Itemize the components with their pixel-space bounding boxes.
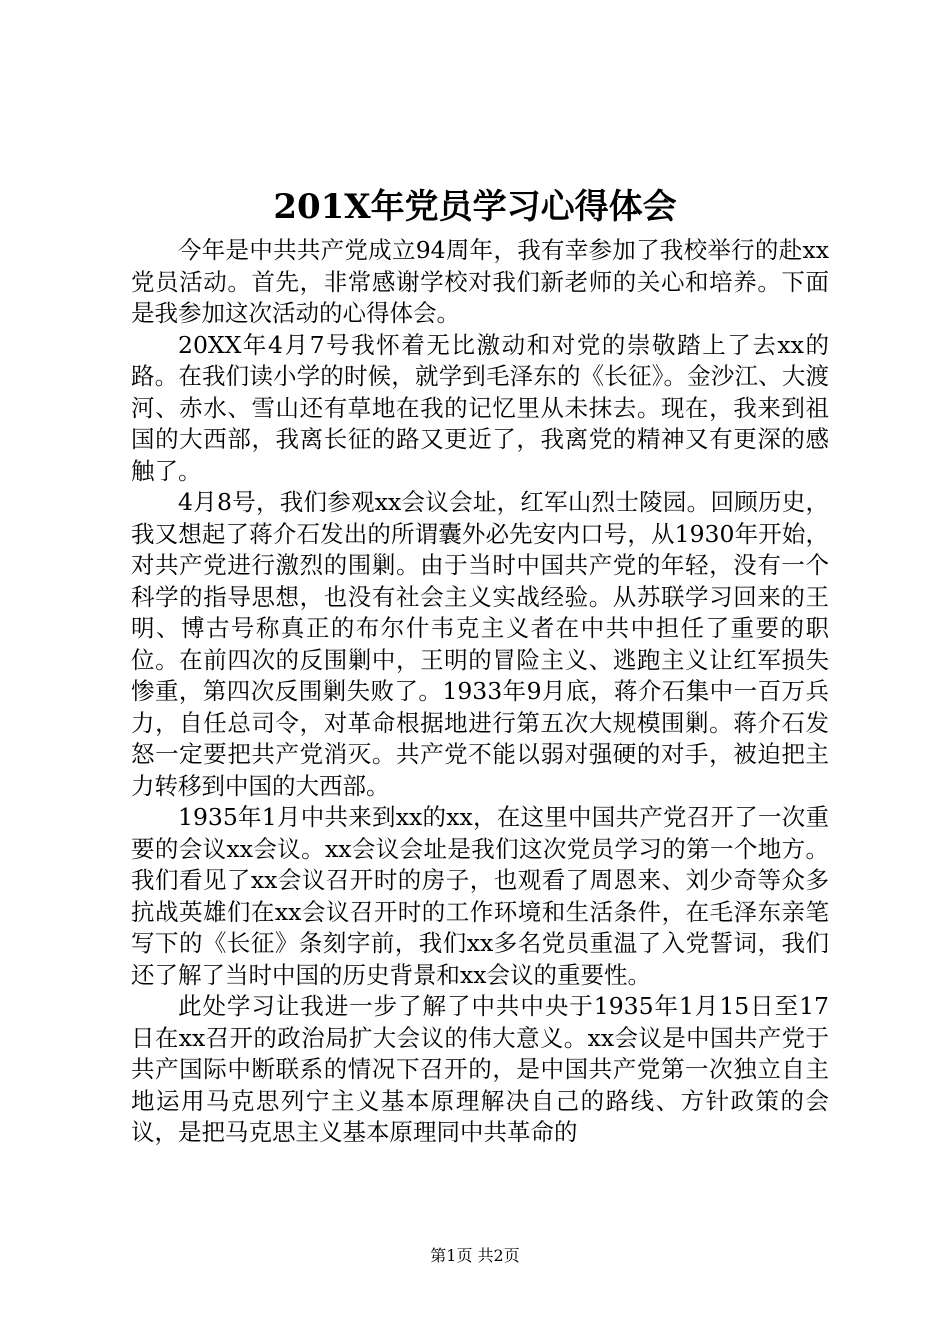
paragraph: 此处学习让我进一步了解了中共中央于1935年1月15日至17日在xx召开的政治局扩大会议的伟大意义。xx会议是中国共产党于共产国际中断联系的情况下召开的，是中国共产党第一次独立自主地运用马克思列宁主义基本原理解决自己的路线、方针政策的会议，是把马克思主义基本原理同中共革命的 xyxy=(131,992,829,1146)
document-title: 201X年党员学习心得体会 xyxy=(273,187,677,227)
paragraph: 20XX年4月7号我怀着无比激动和对党的崇敬踏上了去xx的路。在我们读小学的时候，就学到毛泽东的《长征》。金沙江、大渡河、赤水、雪山还有草地在我的记忆里从未抹去。现在，我来到祖国的大西部，我离长征的路又更近了，我离党的精神又有更深的感触了。 xyxy=(131,330,829,485)
paragraph: 1935年1月中共来到xx的xx，在这里中国共产党召开了一次重要的会议xx会议。xx会议会址是我们这次党员学习的第一个地方。我们看见了xx会议召开时的房子，也观看了周恩来、刘少奇等众多抗战英雄们在xx会议召开时的工作环境和生活条件，在毛泽东亲笔写下的《长征》条刻字前，我们xx多名党员重温了入党誓词，我们还了解了当时中国的历史背景和xx会议的重要性。 xyxy=(131,803,829,989)
page-number-footer: 第1页 共2页 xyxy=(430,1246,520,1265)
document-body xyxy=(131,235,829,1149)
paragraph: 今年是中共共产党成立94周年，我有幸参加了我校举行的赴xx党员活动。首先，非常感谢学校对我们新老师的关心和培养。下面是我参加这次活动的心得体会。 xyxy=(131,236,829,327)
paragraph: 4月8号，我们参观xx会议会址，红军山烈士陵园。回顾历史，我又想起了蒋介石发出的所谓囊外必先安内口号，从1930年开始，对共产党进行激烈的围剿。由于当时中国共产党的年轻，没有一个科学的指导思想，也没有社会主义实战经验。从苏联学习回来的王明、博古号称真正的布尔什韦克主义者在中共中担任了重要的职位。在前四次的反围剿中，王明的冒险主义、逃跑主义让红军损失惨重，第四次反围剿失败了。1933年9月底，蒋介石集中一百万兵力，自任总司令，对革命根据地进行第五次大规模围剿。蒋介石发怒一定要把共产党消灭。共产党不能以弱对强硬的对手，被迫把主力转移到中国的大西部。 xyxy=(131,488,829,800)
